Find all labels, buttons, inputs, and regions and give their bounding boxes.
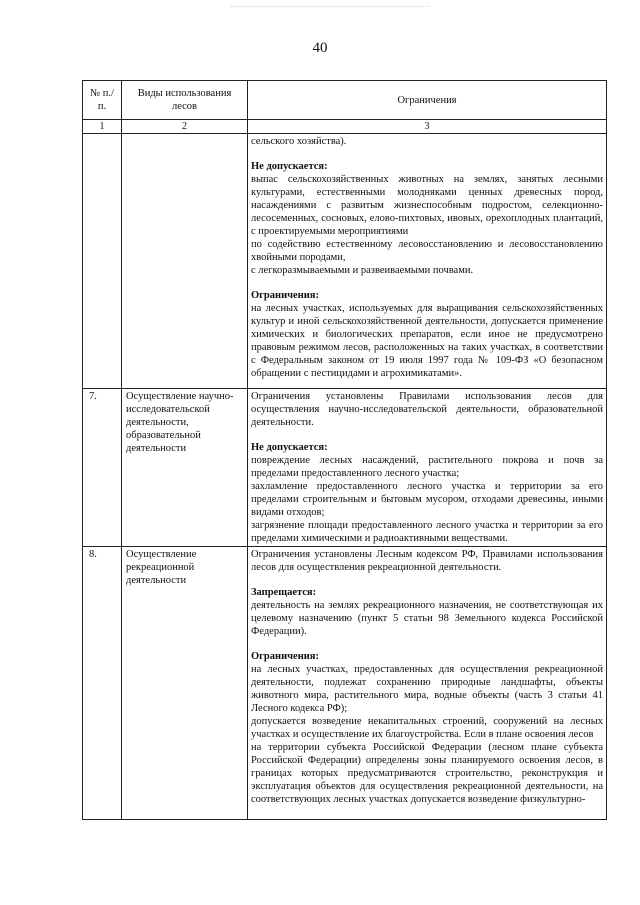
text-paragraph: на лесных участках, используемых для выращивания сельскохозяйственных культур и иной сельскохозяйственной деятельности, допускается применение химических и биологических препаратов, если иное не предусмотрено правовым режимом лесов, расположенных на таких участках, в соответствии с Федеральным законом от 19 июля 1997 года № 109-ФЗ «О безопасном обращении с пестицидами и агрохимикатами». (251, 303, 603, 379)
section-heading: Не допускается: (251, 442, 328, 453)
column-number: 2 (122, 120, 248, 134)
text-paragraph: сельского хозяйства). (251, 136, 347, 147)
text-paragraph: допускается возведение некапитальных строений, сооружений на лесных участках и осуществление их благоустройства. Если в плане освоения лесов (251, 716, 603, 740)
table-row (83, 389, 607, 547)
page-number: 40 (312, 40, 328, 56)
forest-use-type (122, 134, 248, 389)
table-header-row (83, 81, 607, 120)
table-row (83, 547, 607, 820)
text-paragraph: Ограничения установлены Правилами использования лесов для осуществления научно-исследовательской деятельности, образовательной деятельности. (251, 391, 603, 428)
text-paragraph: на лесных участках, предоставленных для осуществления рекреационной деятельности, подлежат сохранению природные ландшафты, объекты животного мира, растительного мира, водные объекты (часть 3 статьи 41 Лесного кодекса РФ); (251, 664, 603, 714)
header-number: № п./п. (83, 81, 122, 120)
restrictions-text (248, 134, 607, 389)
text-paragraph: захламление предоставленного лесного участка и территории за его пределами строительным и бытовым мусором, отходами древесины, иными видами отходов; (251, 481, 603, 518)
column-number-row (83, 120, 607, 134)
header-forest-use: Виды использования лесов (122, 81, 248, 120)
column-number: 3 (248, 120, 607, 134)
text-paragraph: по содействию естественному лесовосстановлению и лесовосстановлению хвойными породами, (251, 239, 603, 263)
restrictions-text (248, 389, 607, 547)
text-paragraph: загрязнение площади предоставленного лесного участка и территории за его пределами химическими и радиоактивными веществами. (251, 520, 603, 544)
forest-use-type: Осуществление научно-исследовательской деятельности, образовательной деятельности (122, 389, 248, 547)
forest-use-type: Осуществление рекреационной деятельности (122, 547, 248, 820)
text-paragraph: на территории субъекта Российской Федерации (лесном плане субъекта Российской Федерации) определены зоны планируемого освоения лесов, в границах которых предусматриваются строительство, реконструкция и эксплуатация объектов для осуществления рекреационной деятельности, на соответствующих лесных участках допускается возведение физкультурно- (251, 742, 603, 805)
text-paragraph: повреждение лесных насаждений, растительного покрова и почв за пределами предоставленного лесного участка; (251, 455, 603, 479)
section-heading: Не допускается: (251, 161, 328, 172)
section-heading: Ограничения: (251, 651, 319, 662)
text-paragraph: выпас сельскохозяйственных животных на землях, занятых лесными культурами, естественными молодняками ценных древесных пород, насаждениями с развитым жизнеспособным подростом, селекционно-лесосеменных, сосновых, елово-пихтовых, ивовых, орехоплодных плантаций, с проектируемыми мероприятиями (251, 174, 603, 237)
column-number: 1 (83, 120, 122, 134)
row-number: 8. (83, 547, 122, 820)
restrictions-text (248, 547, 607, 820)
row-number (83, 134, 122, 389)
header-restrictions: Ограничения (248, 81, 607, 120)
text-paragraph: с легкоразмываемыми и развеиваемыми почвами. (251, 265, 474, 276)
section-heading: Запрещается: (251, 587, 317, 598)
scan-header-noise (230, 6, 430, 21)
restrictions-table (82, 80, 607, 820)
section-heading: Ограничения: (251, 290, 319, 301)
table-row (83, 134, 607, 389)
text-paragraph: деятельность на землях рекреационного назначения, не соответствующая их целевому назначению (пункт 5 статьи 98 Земельного кодекса Российской Федерации). (251, 600, 603, 637)
text-paragraph: Ограничения установлены Лесным кодексом РФ, Правилами использования лесов для осуществления рекреационной деятельности. (251, 549, 603, 573)
row-number: 7. (83, 389, 122, 547)
